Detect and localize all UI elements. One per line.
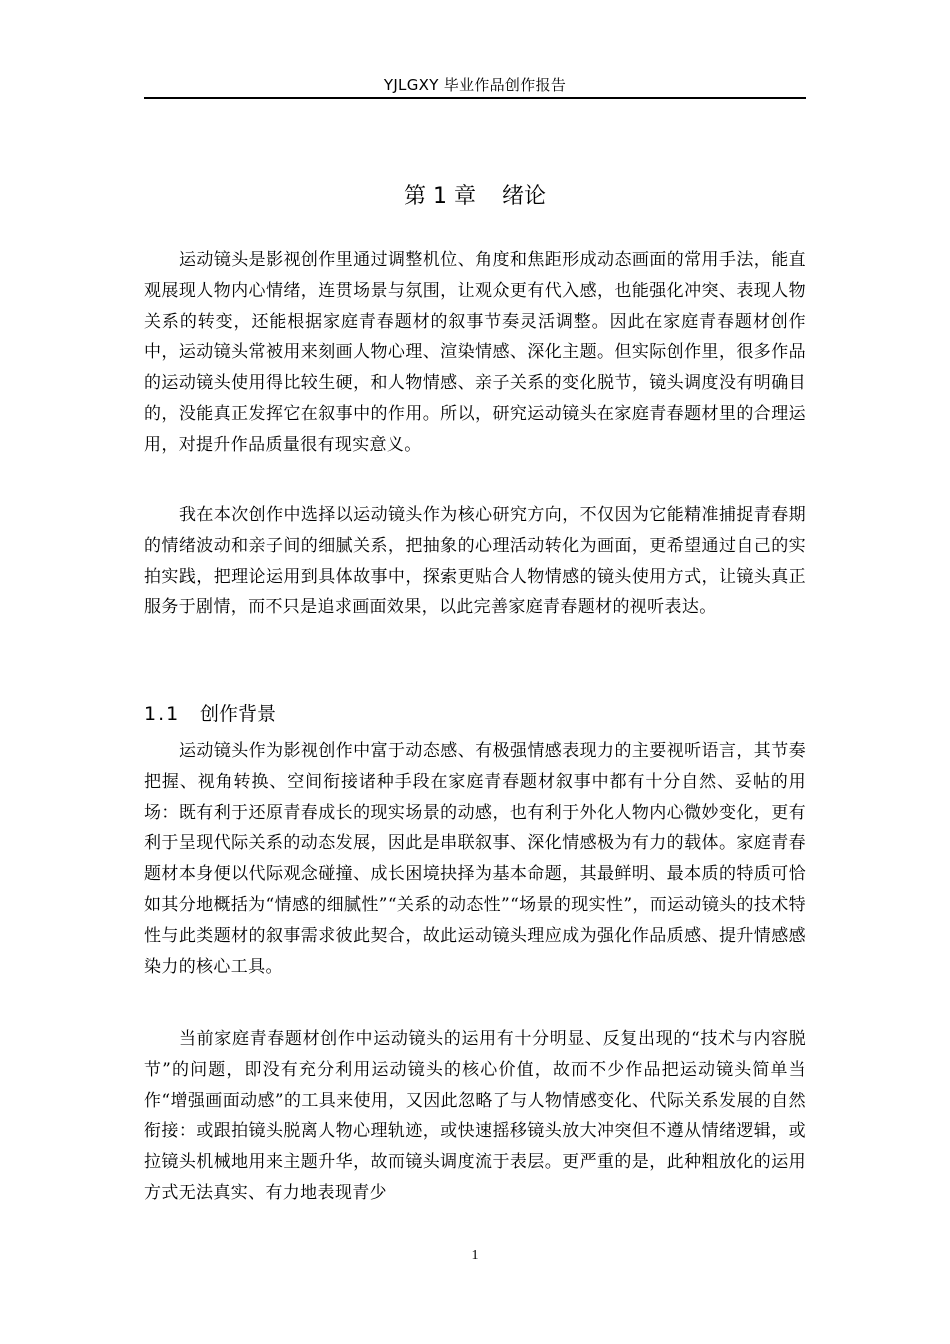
intro-paragraph-2: 我在本次创作中选择以运动镜头作为核心研究方向，不仅因为它能精准捕捉青春期的情绪波动和亲子间的细腻关系，把抽象的心理活动转化为画面，更希望通过自己的实拍实践，把理论运用到具体故事中，探索更贴合人物情感的镜头使用方式，让镜头真正服务于剧情，而不只是追求画面效果，以此完善家庭青春题材的视听表达。	[144, 505, 806, 618]
running-header: YJLGXY 毕业作品创作报告	[383, 76, 567, 94]
page-number: 1	[471, 1248, 479, 1263]
section-heading	[144, 699, 806, 729]
section-name: 创作背景	[200, 703, 277, 725]
chapter-name: 绪论	[501, 184, 546, 209]
chapter-number: 第 1 章	[404, 184, 476, 209]
header-rule	[144, 97, 806, 99]
intro-paragraph-1: 运动镜头是影视创作里通过调整机位、角度和焦距形成动态画面的常用手法，能直观展现人物内心情绪，连贯场景与氛围，让观众更有代入感，也能强化冲突、表现人物关系的转变，还能根据家庭青春题材的叙事节奏灵活调整。因此在家庭青春题材创作中，运动镜头常被用来刻画人物心理、渲染情感、深化主题。但实际创作里，很多作品的运动镜头使用得比较生硬，和人物情感、亲子关系的变化脱节，镜头调度没有明确目的，没能真正发挥它在叙事中的作用。所以，研究运动镜头在家庭青春题材里的合理运用，对提升作品质量很有现实意义。	[144, 250, 806, 455]
chapter-title	[144, 180, 806, 214]
section-number: 1.1	[144, 703, 181, 725]
section-paragraph-1: 运动镜头作为影视创作中富于动态感、有极强情感表现力的主要视听语言，其节奏把握、视角转换、空间衔接诸种手段在家庭青春题材叙事中都有十分自然、妥帖的用场：既有利于还原青春成长的现实场景的动感，也有利于外化人物内心微妙变化，更有利于呈现代际关系的动态发展，因此是串联叙事、深化情感极为有力的载体。家庭青春题材本身便以代际观念碰撞、成长困境抉择为基本命题，其最鲜明、最本质的特质可恰如其分地概括为“情感的细腻性”“关系的动态性”“场景的现实性”，而运动镜头的技术特性与此类题材的叙事需求彼此契合，故此运动镜头理应成为强化作品质感、提升情感感染力的核心工具。	[144, 741, 806, 977]
section-paragraph-2: 当前家庭青春题材创作中运动镜头的运用有十分明显、反复出现的“技术与内容脱节”的问题，即没有充分利用运动镜头的核心价值，故而不少作品把运动镜头简单当作“增强画面动感”的工具来使用，又因此忽略了与人物情感变化、代际关系发展的自然衔接：或跟拍镜头脱离人物心理轨迹，或快速摇移镜头放大冲突但不遵从情绪逻辑，或拉镜头机械地用来主题升华，故而镜头调度流于表层。更严重的是，此种粗放化的运用方式无法真实、有力地表现青少	[144, 1029, 806, 1203]
